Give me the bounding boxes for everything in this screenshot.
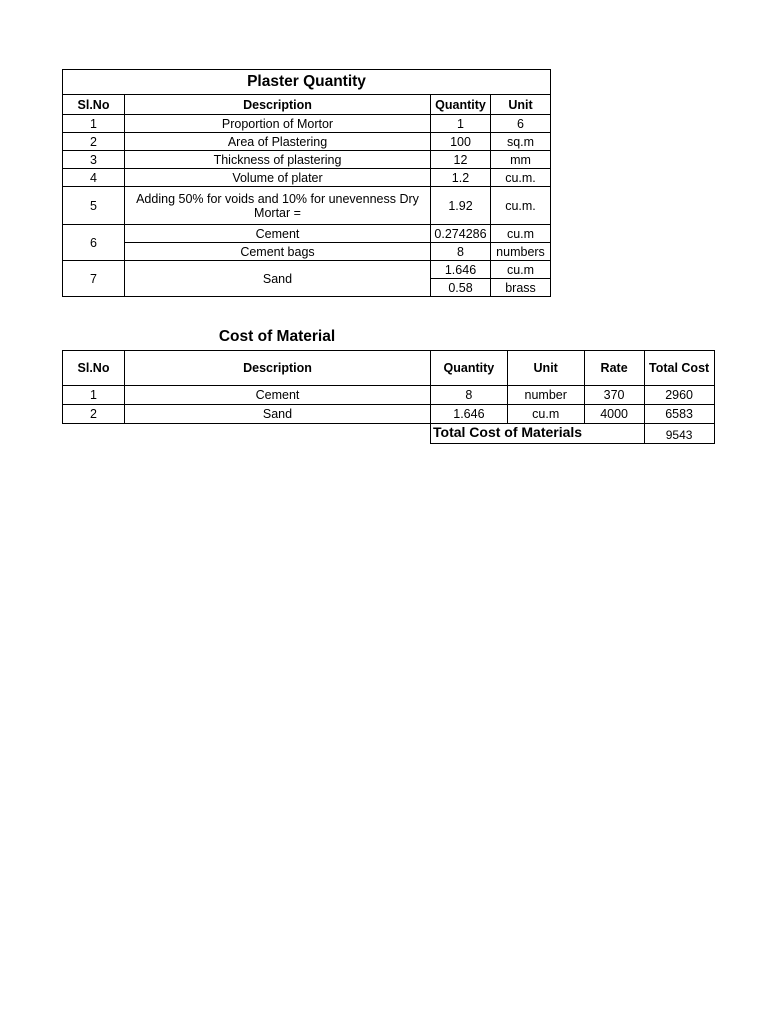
cell-total-cost: 6583 — [644, 405, 714, 424]
cell-description: Cement — [125, 225, 431, 243]
cell-description: Adding 50% for voids and 10% for unevenness Dry Mortar = — [125, 187, 431, 225]
header-unit: Unit — [491, 95, 551, 115]
cell-unit: cu.m. — [491, 187, 551, 225]
cell-description: Thickness of plastering — [125, 151, 431, 169]
table-row — [63, 386, 715, 405]
cell-unit: cu.m — [491, 261, 551, 279]
cell-slno: 6 — [63, 225, 125, 261]
table-row — [63, 261, 551, 279]
cell-quantity: 1.646 — [431, 261, 491, 279]
cell-unit: brass — [491, 279, 551, 297]
total-row — [63, 424, 715, 444]
header-description: Description — [125, 95, 431, 115]
table-row — [63, 133, 551, 151]
cell-description: Cement — [125, 386, 431, 405]
cost-of-material-title: Cost of Material — [218, 328, 336, 345]
header-slno: Sl.No — [63, 95, 125, 115]
table-row — [63, 169, 551, 187]
cell-description: Area of Plastering — [125, 133, 431, 151]
cell-total-cost: 2960 — [644, 386, 714, 405]
cell-unit: mm — [491, 151, 551, 169]
cell-description: Proportion of Mortor — [125, 115, 431, 133]
header-quantity: Quantity — [431, 351, 508, 386]
plaster-quantity-table — [62, 69, 551, 297]
cell-description: Cement bags — [125, 243, 431, 261]
cell-slno: 5 — [63, 187, 125, 225]
cell-quantity: 0.274286 — [431, 225, 491, 243]
cell-slno: 7 — [63, 261, 125, 297]
table-row — [63, 405, 715, 424]
total-cost-value: 9543 — [644, 424, 714, 444]
cost-of-material-table — [62, 350, 715, 444]
cell-unit: cu.m. — [491, 169, 551, 187]
table-row — [63, 243, 551, 261]
table-row — [63, 225, 551, 243]
cell-quantity: 0.58 — [431, 279, 491, 297]
cell-slno: 1 — [63, 115, 125, 133]
header-unit: Unit — [507, 351, 584, 386]
cell-unit: sq.m — [491, 133, 551, 151]
cell-quantity: 12 — [431, 151, 491, 169]
header-description: Description — [125, 351, 431, 386]
cell-slno: 2 — [63, 405, 125, 424]
cell-quantity: 1.2 — [431, 169, 491, 187]
table-header-row — [63, 95, 551, 115]
header-rate: Rate — [584, 351, 644, 386]
cell-slno: 2 — [63, 133, 125, 151]
cell-quantity: 100 — [431, 133, 491, 151]
cell-quantity: 8 — [431, 386, 508, 405]
cell-slno: 4 — [63, 169, 125, 187]
cell-unit: number — [507, 386, 584, 405]
table-row — [63, 187, 551, 225]
cell-unit: cu.m — [507, 405, 584, 424]
cell-unit: numbers — [491, 243, 551, 261]
table-row — [63, 115, 551, 133]
cell-unit: 6 — [491, 115, 551, 133]
cell-quantity: 1.92 — [431, 187, 491, 225]
cell-slno: 1 — [63, 386, 125, 405]
cell-slno: 3 — [63, 151, 125, 169]
table-header-row — [63, 351, 715, 386]
plaster-quantity-title: Plaster Quantity — [63, 70, 551, 95]
cell-description: Volume of plater — [125, 169, 431, 187]
cell-rate: 4000 — [584, 405, 644, 424]
cell-unit: cu.m — [491, 225, 551, 243]
cell-quantity: 1 — [431, 115, 491, 133]
cell-description: Sand — [125, 261, 431, 297]
cell-quantity: 1.646 — [431, 405, 508, 424]
header-total-cost: Total Cost — [644, 351, 714, 386]
cell-rate: 370 — [584, 386, 644, 405]
total-cost-label: Total Cost of Materials — [431, 424, 585, 444]
cell-quantity: 8 — [431, 243, 491, 261]
header-slno: Sl.No — [63, 351, 125, 386]
table-row — [63, 151, 551, 169]
header-quantity: Quantity — [431, 95, 491, 115]
cell-description: Sand — [125, 405, 431, 424]
